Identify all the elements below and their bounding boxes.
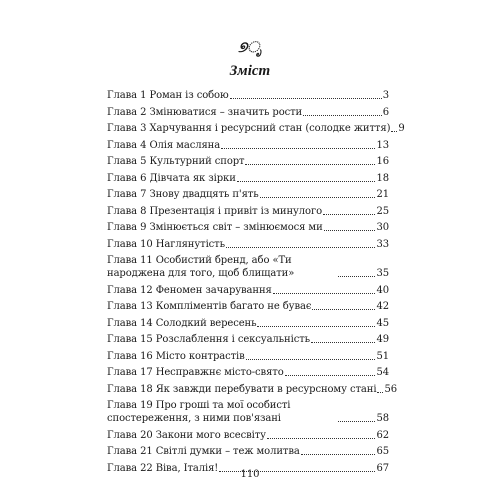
dot-leader (260, 197, 376, 198)
toc-entry-title: Глава 8 Презентація і привіт із минулого (107, 205, 323, 217)
toc-entry-page: 25 (376, 205, 389, 217)
dot-leader (324, 230, 376, 231)
dot-leader (237, 181, 376, 182)
toc-entry-page: 13 (376, 139, 389, 151)
toc-entry-title: Глава 16 Місто контрастів (107, 350, 245, 362)
toc-entry-page: 65 (376, 446, 389, 457)
toc-entry[interactable] (107, 106, 389, 119)
toc-entry-title: Глава 2 Змінюватися – значить рости (107, 106, 303, 118)
table-of-contents (107, 89, 405, 478)
toc-entry-page: 62 (376, 429, 389, 441)
toc-entry-title: Глава 12 Феномен зачарування (107, 284, 272, 296)
toc-entry[interactable] (107, 221, 389, 234)
toc-entry-page: 9 (398, 123, 405, 134)
toc-entry-title: Глава 10 Наглянутість (107, 238, 225, 250)
toc-entry-title: Глава 22 Віва, Італія! (107, 462, 219, 474)
dot-leader (323, 214, 375, 215)
toc-entry[interactable] (107, 254, 389, 280)
toc-entry[interactable] (107, 333, 389, 346)
toc-entry[interactable] (107, 188, 389, 201)
toc-entry[interactable] (107, 366, 389, 379)
dot-leader (221, 148, 375, 149)
toc-entry-title: Глава 17 Несправжнє місто-свято (107, 367, 284, 378)
toc-entry-title: Глава 3 Харчування і ресурсний стан (солодке життя) (107, 123, 391, 134)
toc-entry-title: Глава 11 Особистий бренд, або «Ти народжена для того, щоб блищати» (107, 255, 295, 279)
toc-entry[interactable] (107, 429, 389, 442)
ornament-icon: ୭ೃ (238, 38, 262, 56)
toc-entry-page: 67 (376, 462, 389, 474)
toc-entry[interactable] (107, 383, 397, 396)
toc-entry-page: 6 (382, 106, 389, 118)
toc-entry[interactable] (107, 317, 389, 330)
toc-entry-page: 21 (376, 189, 389, 200)
toc-entry-page: 35 (376, 268, 389, 279)
toc-entry[interactable] (107, 205, 389, 218)
toc-entry-title: Глава 7 Знову двадцять п'ять (107, 189, 259, 200)
toc-entry[interactable] (107, 139, 389, 152)
toc-entry-page: 3 (382, 90, 389, 101)
dot-leader (311, 342, 376, 343)
dot-leader (338, 421, 375, 422)
toc-entry[interactable] (107, 445, 389, 458)
toc-entry[interactable] (107, 155, 389, 168)
toc-entry-page: 56 (384, 383, 397, 395)
toc-entry[interactable] (107, 300, 389, 313)
dot-leader (377, 392, 383, 393)
toc-entry-page: 49 (376, 334, 389, 345)
toc-entry-title: Глава 4 Олія масляна (107, 139, 221, 151)
toc-entry[interactable] (107, 172, 389, 185)
dot-leader (267, 438, 376, 439)
toc-entry-page: 40 (376, 284, 389, 296)
dot-leader (230, 98, 382, 99)
dot-leader (312, 309, 375, 310)
toc-entry-title: Глава 9 Змінюється світ – змінюємося ми (107, 222, 323, 233)
dot-leader (303, 115, 382, 116)
toc-entry-page: 18 (376, 172, 389, 184)
dot-leader (391, 131, 397, 132)
dot-leader (245, 164, 375, 165)
page-title: Зміст (229, 63, 271, 79)
toc-entry-title: Глава 15 Розслаблення і сексуальність (107, 334, 310, 345)
toc-entry[interactable] (107, 284, 389, 297)
toc-entry-title: Глава 13 Компліментів багато не буває (107, 301, 312, 312)
toc-entry-page: 51 (376, 350, 389, 362)
toc-entry-title: Глава 5 Культурний спорт (107, 156, 245, 167)
toc-entry-title: Глава 6 Дівчата як зірки (107, 172, 236, 184)
dot-leader (301, 454, 376, 455)
dot-leader (257, 326, 375, 327)
toc-entry-title: Глава 1 Роман із собою (107, 90, 229, 101)
page-number: 110 (240, 469, 260, 480)
toc-entry-page: 30 (376, 222, 389, 233)
toc-entry-title: Глава 18 Як завжди перебувати в ресурсному стані (107, 383, 377, 395)
dot-leader (226, 247, 376, 248)
toc-entry[interactable] (107, 238, 389, 251)
toc-entry-page: 54 (376, 367, 389, 378)
dot-leader (246, 359, 376, 360)
toc-entry-title: Глава 21 Світлі думки – теж молитва (107, 446, 300, 457)
toc-entry[interactable] (107, 122, 405, 135)
toc-entry-title: Глава 14 Солодкий вересень (107, 317, 257, 329)
toc-entry[interactable] (107, 350, 389, 363)
toc-entry-title: Глава 20 Закони мого всесвіту (107, 429, 266, 441)
dot-leader (285, 375, 376, 376)
toc-entry-page: 58 (376, 413, 389, 424)
toc-entry-page: 45 (376, 317, 389, 329)
dot-leader (273, 293, 376, 294)
dot-leader (338, 276, 375, 277)
toc-entry-page: 42 (376, 301, 389, 312)
toc-entry[interactable] (107, 89, 389, 102)
toc-entry-title: Глава 19 Про гроші та мої особисті спостереження, з ними пов'язані (107, 400, 291, 424)
toc-entry-page: 16 (376, 156, 389, 167)
toc-entry-page: 33 (376, 238, 389, 250)
toc-entry[interactable] (107, 399, 389, 425)
